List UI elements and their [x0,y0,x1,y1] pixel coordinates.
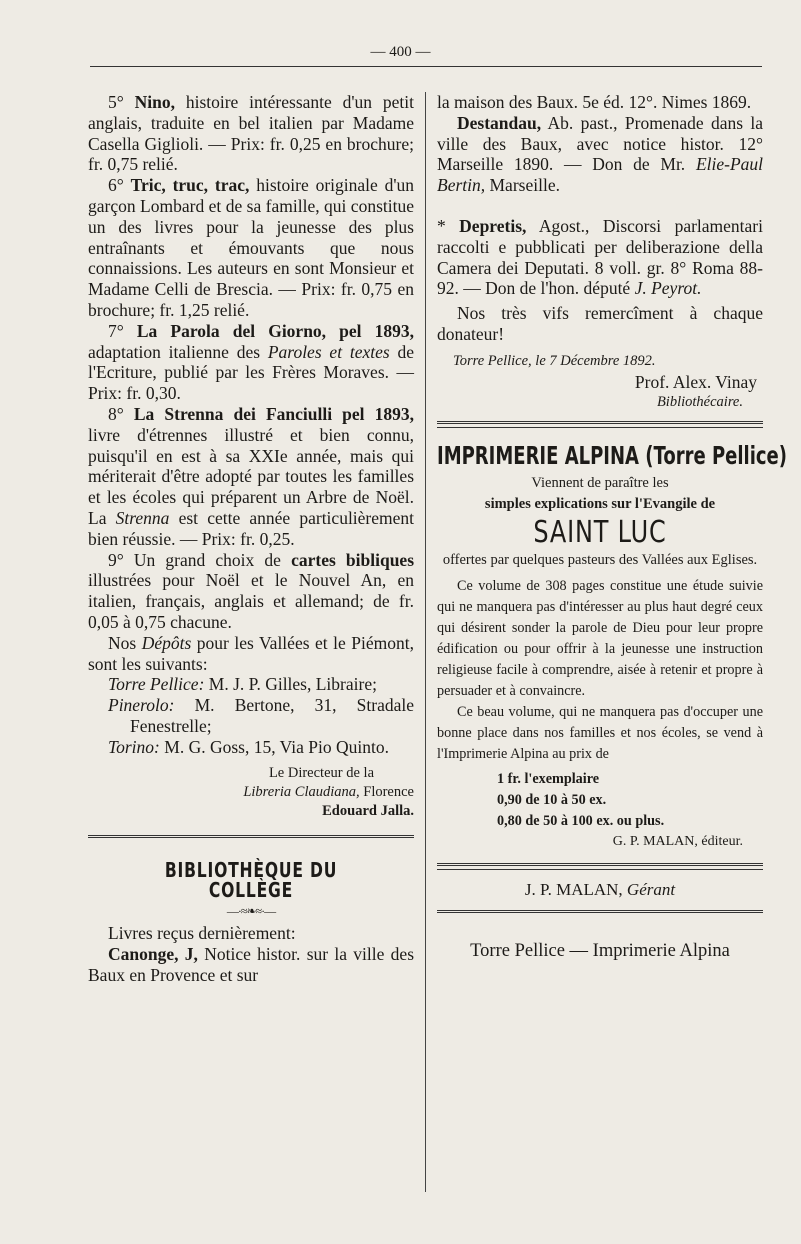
ad-line-1: Viennent de paraître les [531,474,669,491]
ad-body-1: Ce volume de 308 pages constitue une étude suivie qui ne manquera pas d'intéresser au plus haut degré ceux qui désirent sonder la parole de Dieu pour leur propre édification ou pour offrir à la jeunesse une instruction religieuse facile à comprendre, aisée à retenir et propre à persuader et à convaincre. [437,577,763,699]
gerant-rule [437,863,763,870]
date-line: Torre Pellice, le 7 Décembre 1892. [453,352,656,369]
entry-destandau: Destandau, Ab. past., Promenade dans la ville des Baux, avec notice histor. 12° Marseille 1890. — Don de Mr. Elie-Paul Bertin, Marseille. [437,112,764,196]
librarian: Bibliothécaire. [656,394,743,411]
column-divider [425,92,426,1192]
item-8: 8° La Strenna dei Fanciulli pel 1893, livre d'étrennes illustré et bien connu, puisqu'il en est à sa XXIe année, mais qui mériterait d'être adopté par toutes les familles et les écoles qui préparent un Arbre de Noël. La Strenna est cette année particulièrement bien réussie. — Prix: fr. 0,25. [88,403,415,549]
depot-torino: Torino: M. G. Goss, 15, Via Pio Quinto. [108,736,389,757]
top-rule [90,66,762,67]
item-6: 6° Tric, truc, trac, histoire originale d'un garçon Lombard et de sa famille, qui constitue un des livres pour la jeunesse des plus entraînants et émouvants que nous connaissions. Les auteurs en sont Monsieur et Madame Celli de Brescia. — Prix: fr. 0,75 en brochure; fr. 1,25 relié. [88,175,415,320]
footer-rule [437,910,763,913]
section-rule [88,835,414,838]
signature-line-2: Libreria Claudiana, Florence [243,783,414,800]
item-9: 9° Un grand choix de cartes bibliques illustrées pour Noël et le Nouvel An, en italien, français, anglais et allemand; de fr. 0,05 à 0,75 chacune. [88,549,414,632]
ad-rule-top [437,421,763,428]
price-2: 0,90 de 10 à 50 ex. [497,791,607,808]
ornament: —·≈❧≈·— [226,904,276,919]
prof-name: Prof. Alex. Vinay [634,371,757,392]
page-number: — 400 — [370,44,431,60]
signature-name: Edouard Jalla. [322,802,414,819]
right-column [437,92,787,962]
item-7-title: La Parola del Giorno, pel 1893, [136,320,415,341]
entry-canonge-cont: la maison des Baux. 5e éd. 12°. Nimes 1869. [437,92,752,112]
price-1: 1 fr. l'exemplaire [497,770,600,787]
ad-body-2: Ce beau volume, qui ne manquera pas d'occuper une bonne place dans nos familles et nos écoles, se vend à l'Imprimerie Alpina au prix de [437,703,763,762]
received-intro: Livres reçus dernièrement: [108,923,296,944]
depot-torre: Torre Pellice: M. J. P. Gilles, Libraire; [108,674,377,695]
ad-editor: G. P. MALAN, éditeur. [612,833,743,849]
entry-canonge: Canonge, J, Notice histor. sur la ville des Baux en Provence et sur [88,943,415,985]
footer-imprint: Torre Pellice — Imprimerie Alpina [470,941,730,962]
price-list [437,769,763,832]
item-7: 7° La Parola del Giorno, pel 1893, adaptation italienne des Paroles et textes de l'Ecriture, publié par les Frères Moraves. — Prix: fr. 0,30. [88,320,415,404]
signature-line-1: Le Directeur de la [268,764,374,781]
depot-pinerolo: Pinerolo: M. Bertone, 31, Stradale Fenestrelle; [108,695,415,736]
price-3: 0,80 de 50 à 100 ex. ou plus. [497,812,665,829]
ad-line-3: offertes par quelques pasteurs des Vallées aux Eglises. [442,551,758,568]
ad-line-2: simples explications sur l'Evangile de [484,495,716,512]
gerant: J. P. MALAN, Gérant [524,879,676,899]
item-5-title: Nino, [134,92,175,112]
thanks: Nos très vifs remercîment à chaque donateur! [437,303,763,344]
item-8-title: La Strenna dei Fanciulli pel 1893, [133,403,415,424]
item-6-title: Tric, truc, trac, [130,175,250,196]
entry-depretis: * Depretis, Agost., Discorsi parlamentari raccolti e pubblicati per deliberazione della Camera dei Deputati. 8 voll. gr. 8° Roma 88-92. — Don de l'hon. député J. Peyrot. [437,215,763,299]
depots-intro: Nos Dépôts pour les Vallées et le Piémont, sont les suivants: [88,632,414,674]
left-column [88,92,414,985]
item-5: 5° Nino, histoire intéressante d'un petit anglais, traduite en bel italien par Madame Casella Giglioli. — Prix: fr. 0,25 en brochure; fr. 0,75 relié. [88,92,414,175]
ad-saint-luc: SAINT LUC [533,514,667,550]
ad-title: IMPRIMERIE ALPINA (Torre Pellice) [437,441,787,471]
section-title: BIBLIOTHÈQUE DU COLLÈGE [164,857,338,903]
